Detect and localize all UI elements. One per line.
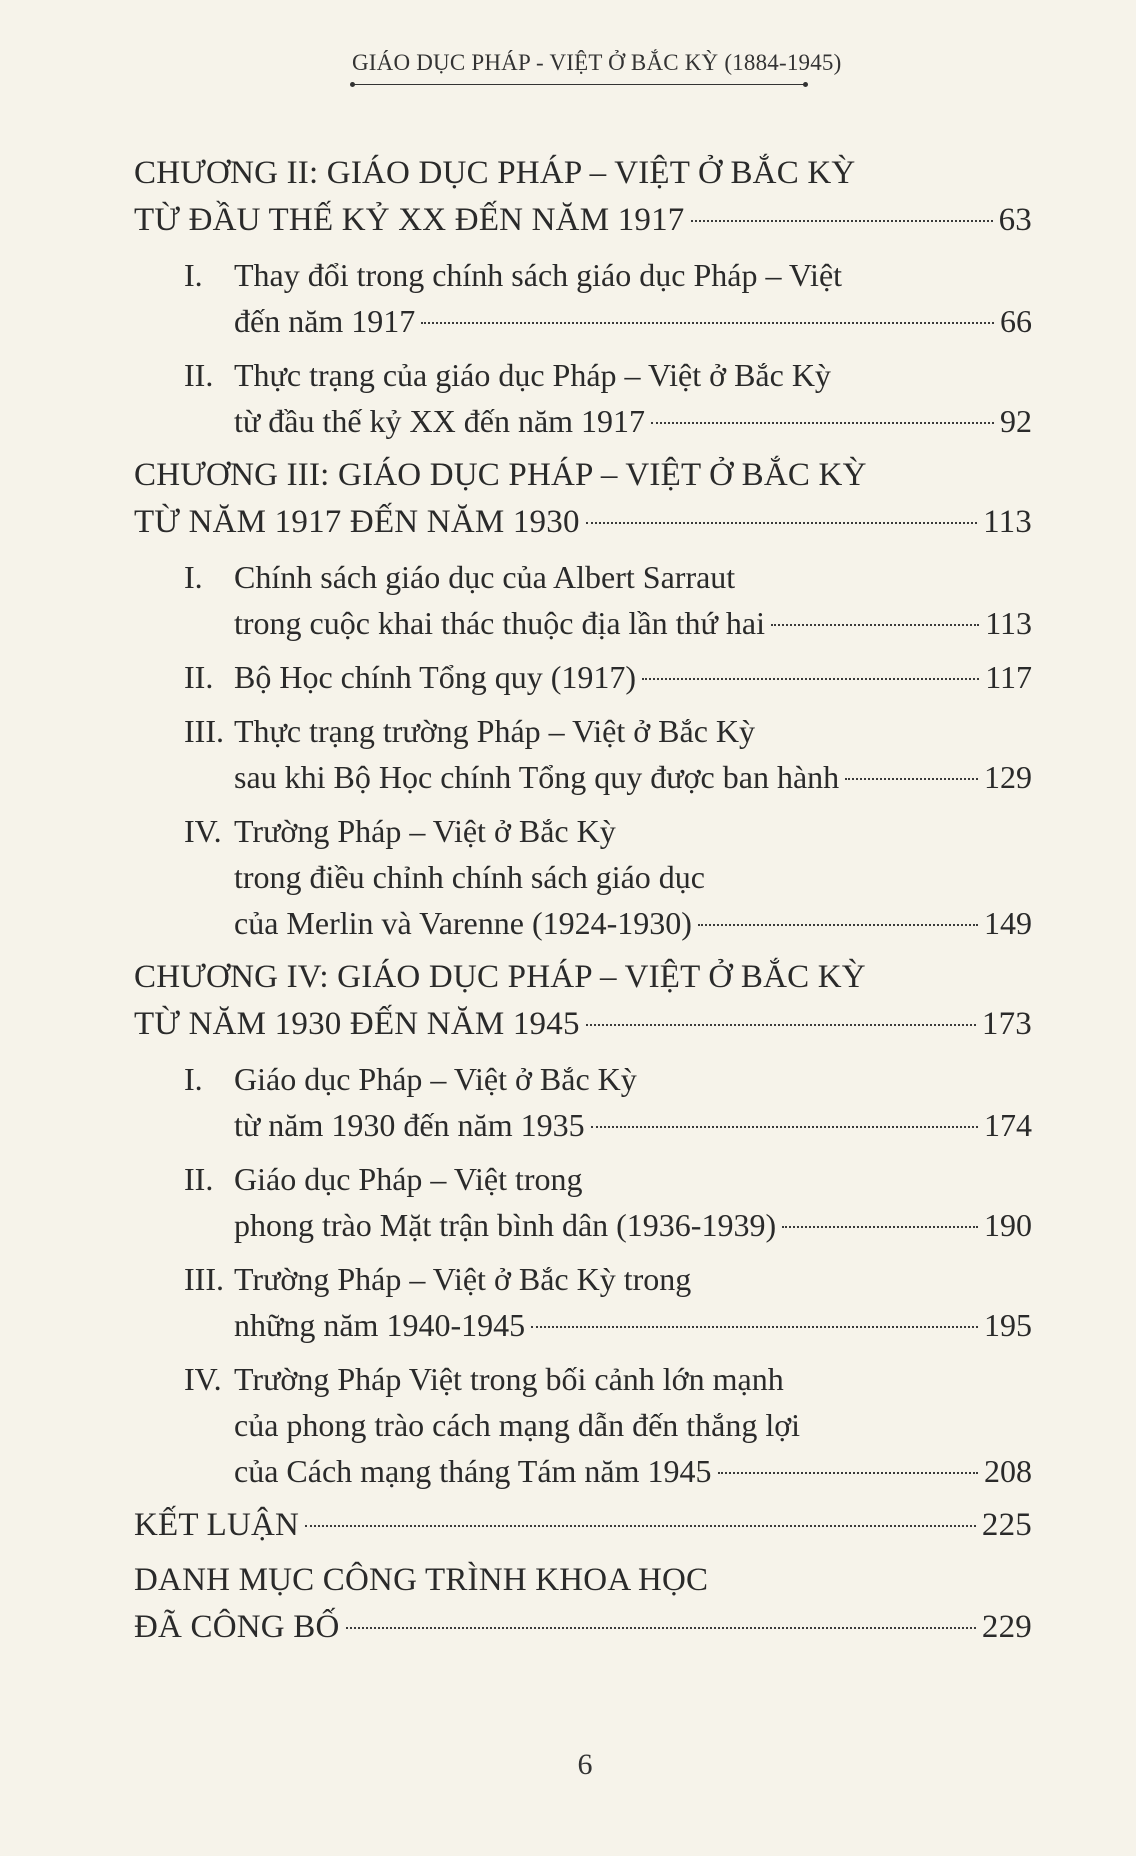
toc-section-2-1[interactable] [134, 252, 1032, 344]
chapter-title-line: TỪ NĂM 1917 ĐẾN NĂM 1930 [134, 504, 580, 540]
section-title-line: trong điều chỉnh chính sách giáo dục [234, 859, 705, 895]
chapter-title-leader-line [134, 499, 1032, 546]
chapter-title-leader-line [134, 1502, 1032, 1549]
section-title-leader-line [234, 398, 1032, 444]
section-number: II. [184, 357, 214, 393]
toc-chapter-3[interactable] [134, 452, 1032, 546]
toc-section-3-1[interactable] [134, 554, 1032, 646]
dot-leader [591, 1126, 978, 1128]
section-title-line: Chính sách giáo dục của Albert Sarraut [234, 559, 736, 595]
dot-leader [531, 1326, 978, 1328]
dot-leader [845, 778, 978, 780]
dot-leader [642, 678, 979, 680]
section-title-leader-line [234, 654, 1032, 700]
section-title-line: Bộ Học chính Tổng quy (1917) [234, 659, 637, 695]
page-ref: 66 [1000, 303, 1032, 339]
chapter-title-line: CHƯƠNG III: GIÁO DỤC PHÁP – VIỆT Ở BẮC KỲ [134, 457, 867, 493]
dot-leader [698, 924, 978, 926]
toc-chapter-2[interactable] [134, 150, 1032, 244]
section-number: III. [184, 713, 224, 749]
dot-leader [586, 1024, 976, 1026]
toc-section-2-2[interactable] [134, 352, 1032, 444]
section-title-line: những năm 1940-1945 [234, 1307, 526, 1343]
section-title-line: trong cuộc khai thác thuộc địa lần thứ hai [234, 605, 765, 641]
table-of-contents [134, 150, 1032, 1659]
page-ref: 229 [981, 1609, 1032, 1645]
toc-conclusion[interactable] [134, 1502, 1032, 1549]
toc-section-3-4[interactable] [134, 808, 1032, 946]
section-title-line: Trường Pháp Việt trong bối cảnh lớn mạnh [234, 1361, 784, 1397]
section-title-line: Giáo dục Pháp – Việt ở Bắc Kỳ [234, 1061, 637, 1097]
dot-leader [346, 1627, 976, 1629]
section-title-line: Giáo dục Pháp – Việt trong [234, 1161, 583, 1197]
section-number: II. [184, 1161, 214, 1197]
section-title-line: của Cách mạng tháng Tám năm 1945 [234, 1453, 712, 1489]
page-ref: 63 [998, 202, 1032, 238]
chapter-title-leader-line [134, 197, 1032, 244]
section-title-leader-line [234, 754, 1032, 800]
page-ref: 225 [981, 1507, 1032, 1543]
toc-section-4-2[interactable] [134, 1156, 1032, 1248]
toc-chapter-4[interactable] [134, 954, 1032, 1048]
toc-section-3-3[interactable] [134, 708, 1032, 800]
section-title-leader-line [234, 900, 1032, 946]
section-number: II. [184, 659, 214, 695]
section-title-line: Thay đổi trong chính sách giáo dục Pháp – Việt [234, 257, 843, 293]
dot-leader [691, 220, 993, 222]
page-ref: 149 [984, 905, 1032, 941]
chapter-title-line: ĐÃ CÔNG BỐ [134, 1609, 340, 1645]
chapter-title-line: TỪ NĂM 1930 ĐẾN NĂM 1945 [134, 1006, 580, 1042]
section-title-line: từ năm 1930 đến năm 1935 [234, 1107, 585, 1143]
chapter-title-leader-line [134, 1604, 1032, 1651]
section-title-line: sau khi Bộ Học chính Tổng quy được ban hành [234, 759, 840, 795]
section-title-leader-line [234, 1102, 1032, 1148]
dot-leader [421, 322, 994, 324]
page-ref: 113 [983, 504, 1032, 540]
section-title-line: đến năm 1917 [234, 303, 416, 339]
running-header: GIÁO DỤC PHÁP - VIỆT Ở BẮC KỲ (1884-1945) [352, 50, 842, 75]
dot-leader [305, 1525, 976, 1527]
chapter-title-line: TỪ ĐẦU THẾ KỶ XX ĐẾN NĂM 1917 [134, 202, 685, 238]
section-title-line: phong trào Mặt trận bình dân (1936-1939) [234, 1207, 777, 1243]
page-ref: 129 [984, 759, 1032, 795]
page-ref: 208 [984, 1453, 1032, 1489]
section-title-line: từ đầu thế kỷ XX đến năm 1917 [234, 403, 646, 439]
page-ref: 195 [984, 1307, 1032, 1343]
chapter-title-line: CHƯƠNG IV: GIÁO DỤC PHÁP – VIỆT Ở BẮC KỲ [134, 959, 866, 995]
toc-section-4-3[interactable] [134, 1256, 1032, 1348]
section-title-leader-line [234, 1302, 1032, 1348]
chapter-title-line: DANH MỤC CÔNG TRÌNH KHOA HỌC [134, 1562, 709, 1598]
section-title-leader-line [234, 1448, 1032, 1494]
dot-leader [651, 422, 994, 424]
toc-section-3-2[interactable] [134, 654, 1032, 700]
dot-leader [718, 1472, 979, 1474]
page-ref: 174 [984, 1107, 1032, 1143]
section-title-line: Thực trạng của giáo dục Pháp – Việt ở Bắc Kỳ [234, 357, 831, 393]
section-title-line: Thực trạng trường Pháp – Việt ở Bắc Kỳ [234, 713, 756, 749]
header-rule [352, 84, 806, 85]
chapter-title-line: CHƯƠNG II: GIÁO DỤC PHÁP – VIỆT Ở BẮC KỲ [134, 155, 856, 191]
dot-leader [586, 522, 977, 524]
page-number: 6 [577, 1748, 593, 1781]
dot-leader [771, 624, 979, 626]
section-title-leader-line [234, 600, 1032, 646]
section-number: III. [184, 1261, 224, 1297]
chapter-title-leader-line [134, 1001, 1032, 1048]
toc-publications[interactable] [134, 1557, 1032, 1651]
page-ref: 113 [985, 605, 1032, 641]
section-title-line: Trường Pháp – Việt ở Bắc Kỳ [234, 813, 616, 849]
page-ref: 173 [981, 1006, 1032, 1042]
section-number: I. [184, 257, 203, 293]
section-number: I. [184, 559, 203, 595]
page-ref: 117 [985, 659, 1032, 695]
dot-leader [782, 1226, 978, 1228]
section-title-line: Trường Pháp – Việt ở Bắc Kỳ trong [234, 1261, 692, 1297]
page-ref: 92 [1000, 403, 1032, 439]
toc-section-4-4[interactable] [134, 1356, 1032, 1494]
section-number: IV. [184, 1361, 222, 1397]
section-title-leader-line [234, 298, 1032, 344]
toc-section-4-1[interactable] [134, 1056, 1032, 1148]
section-title-line: của Merlin và Varenne (1924-1930) [234, 905, 692, 941]
section-number: I. [184, 1061, 203, 1097]
section-number: IV. [184, 813, 222, 849]
page-ref: 190 [984, 1207, 1032, 1243]
chapter-title-line: KẾT LUẬN [134, 1507, 300, 1543]
section-title-line: của phong trào cách mạng dẫn đến thắng lợi [234, 1407, 801, 1443]
section-title-leader-line [234, 1202, 1032, 1248]
